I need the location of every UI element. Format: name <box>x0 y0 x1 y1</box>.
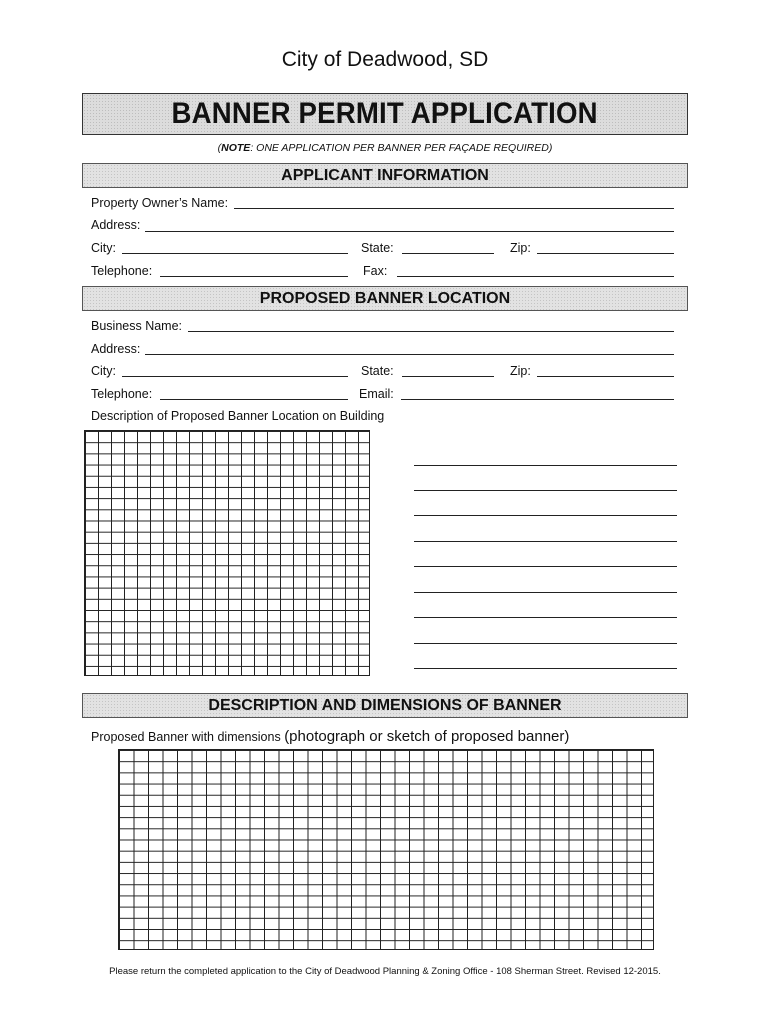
location-city-label: City: <box>91 364 116 378</box>
description-line[interactable] <box>414 643 677 644</box>
location-address-label: Address: <box>91 342 141 356</box>
location-sketch-grid[interactable] <box>84 430 370 676</box>
banner-sketch-grid[interactable] <box>118 749 654 950</box>
note-label: NOTE <box>221 142 251 154</box>
applicant-fax-label: Fax: <box>363 264 388 278</box>
applicant-section-header <box>82 163 688 188</box>
applicant-zip-label: Zip: <box>510 241 531 255</box>
location-city-field[interactable] <box>122 376 348 377</box>
proposed-banner-label: Proposed Banner with dimensions (photograph or sketch of proposed banner) <box>91 728 570 745</box>
location-section-title: PROPOSED BANNER LOCATION <box>259 289 511 307</box>
location-state-label: State: <box>361 364 394 378</box>
description-line[interactable] <box>414 490 677 491</box>
owner-name-field[interactable] <box>234 208 674 209</box>
location-telephone-label: Telephone: <box>91 387 153 401</box>
location-state-field[interactable] <box>402 376 494 377</box>
location-email-label: Email: <box>359 387 394 401</box>
location-email-field[interactable] <box>401 399 674 400</box>
applicant-city-label: City: <box>91 241 116 255</box>
description-line[interactable] <box>414 515 677 516</box>
applicant-telephone-field[interactable] <box>160 276 348 277</box>
location-telephone-field[interactable] <box>160 399 348 400</box>
footer-instructions: Please return the completed application to the City of Deadwood Planning & Zoning Office - 108 Sherman Street. Revised 12-2015. <box>109 966 661 977</box>
location-section-header <box>82 286 688 311</box>
location-zip-field[interactable] <box>537 376 674 377</box>
form-title-box <box>82 93 688 135</box>
application-note: (NOTE: ONE APPLICATION PER BANNER PER FAÇADE REQUIRED) <box>217 142 553 154</box>
banner-section-title: DESCRIPTION AND DIMENSIONS OF BANNER <box>208 696 562 714</box>
location-address-field[interactable] <box>145 354 674 355</box>
form-title: BANNER PERMIT APPLICATION <box>171 97 599 130</box>
description-line[interactable] <box>414 566 677 567</box>
description-line[interactable] <box>414 668 677 669</box>
applicant-address-label: Address: <box>91 218 141 232</box>
applicant-telephone-label: Telephone: <box>91 264 153 278</box>
applicant-address-field[interactable] <box>145 231 674 232</box>
applicant-fax-field[interactable] <box>397 276 674 277</box>
description-line[interactable] <box>414 465 677 466</box>
business-name-label: Business Name: <box>91 319 183 333</box>
applicant-state-label: State: <box>361 241 394 255</box>
banner-section-header <box>82 693 688 718</box>
owner-name-label: Property Owner’s Name: <box>91 196 229 210</box>
applicant-city-field[interactable] <box>122 253 348 254</box>
description-line[interactable] <box>414 541 677 542</box>
location-description-label: Description of Proposed Banner Location on Building <box>91 409 385 423</box>
applicant-state-field[interactable] <box>402 253 494 254</box>
applicant-zip-field[interactable] <box>537 253 674 254</box>
description-line[interactable] <box>414 592 677 593</box>
location-zip-label: Zip: <box>510 364 531 378</box>
city-name: City of Deadwood, SD <box>281 48 489 71</box>
description-line[interactable] <box>414 617 677 618</box>
proposed-banner-note: (photograph or sketch of proposed banner) <box>284 728 570 745</box>
business-name-field[interactable] <box>188 331 674 332</box>
applicant-section-title: APPLICANT INFORMATION <box>281 166 489 184</box>
